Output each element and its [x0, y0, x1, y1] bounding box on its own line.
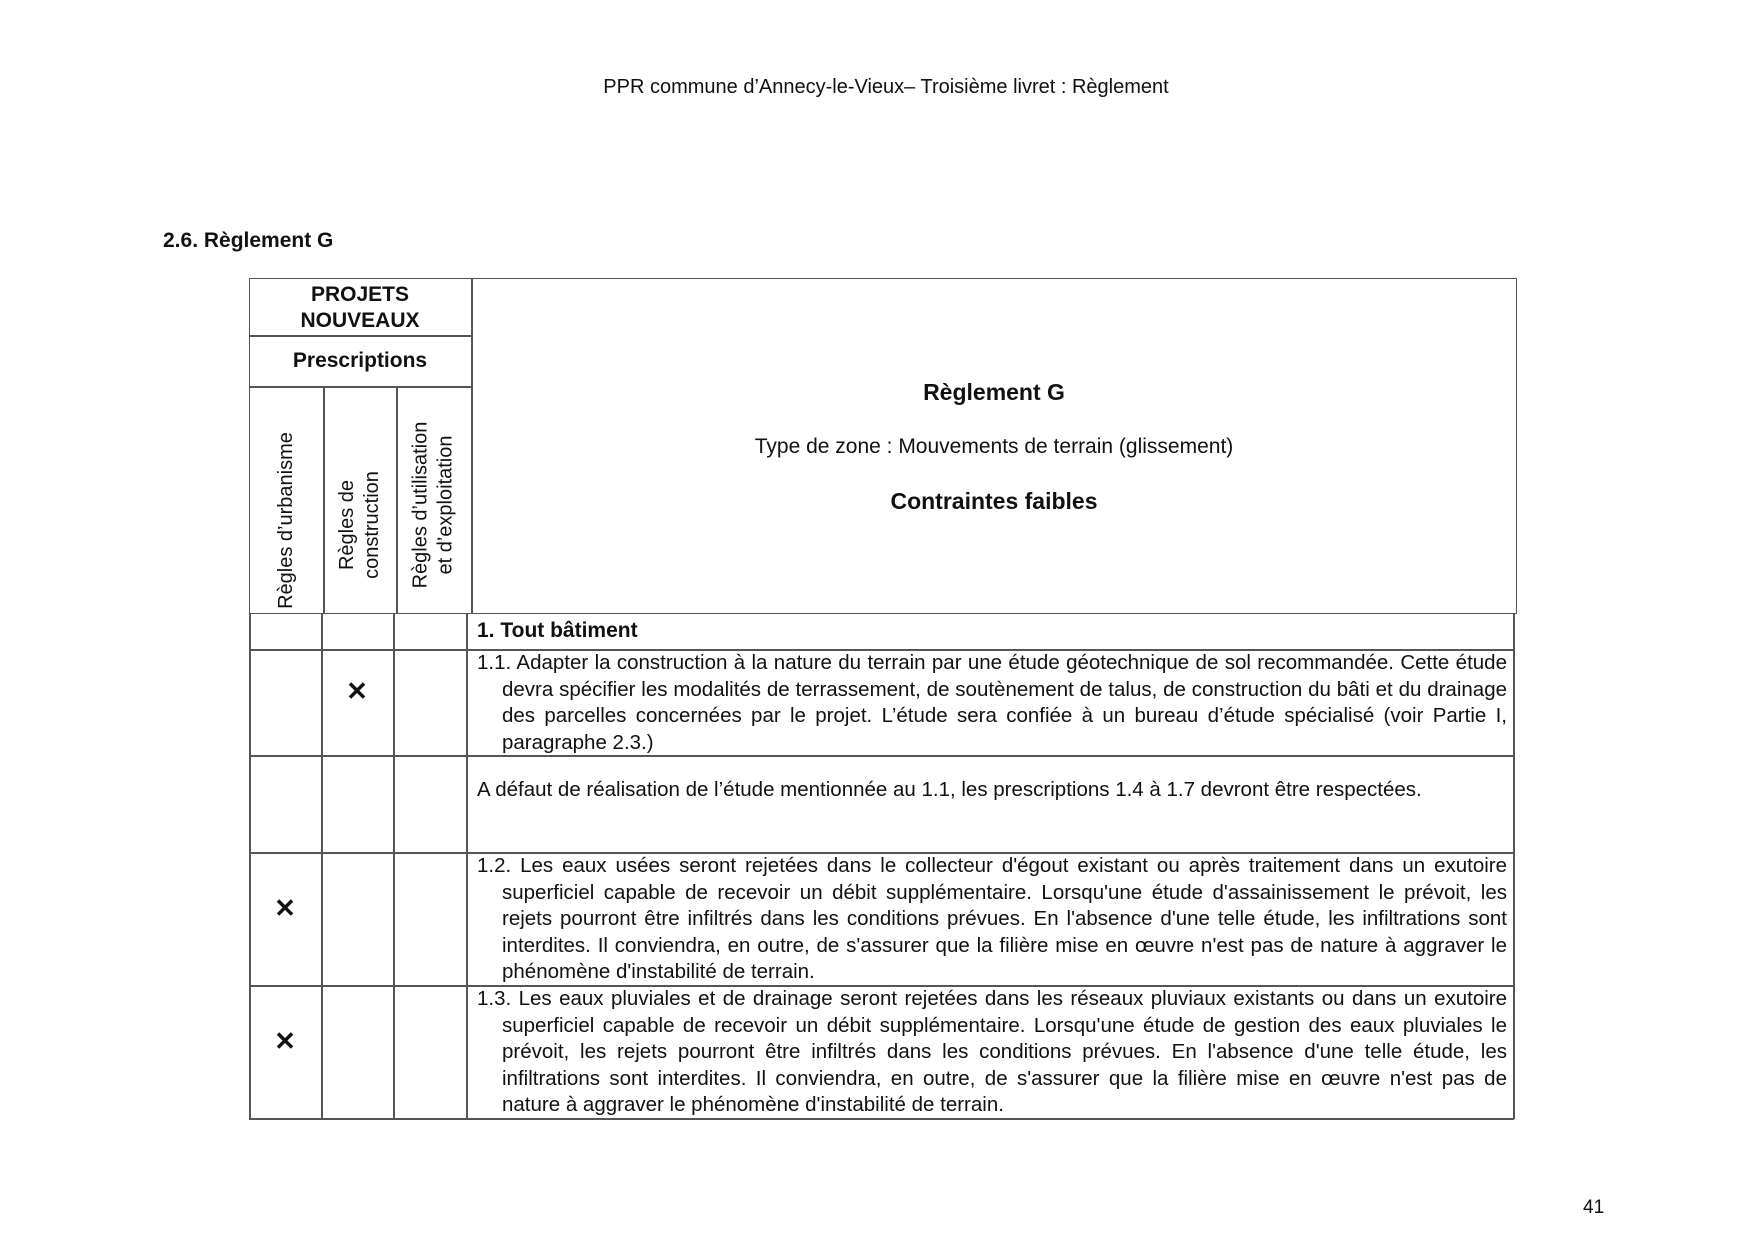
row-text: 1. Tout bâtiment: [477, 619, 638, 642]
row-text: A défaut de réalisation de l’étude mentionnée au 1.1, les prescriptions 1.4 à 1.7 devront être respectées.: [477, 778, 1422, 801]
zone-type: Type de zone : Mouvements de terrain (glissement): [754, 435, 1234, 458]
check-mark-icon: ✕: [274, 1026, 296, 1056]
check-mark-icon: ✕: [346, 676, 368, 706]
column-header-text: et d’exploitation: [434, 435, 457, 575]
divider: [393, 614, 395, 1119]
row-text: 1.3. Les eaux pluviales et de drainage seront rejetées dans les réseaux pluviaux existants ou dans un exutoire superficiel capable de recevoir un débit supplémentaire. Lorsqu'une étude de gestion des eaux pluviales le prévoit, les rejets pourront être infiltrés dans les conditions prévues. En l'absence d'une telle étude, les infiltrations sont interdites. Il conviendra, en outre, de s'assurer que la filière mise en œuvre n'est pas de nature à aggraver le phénomène d'instabilité de terrain.: [477, 987, 1507, 1117]
column-header-construction: [323, 386, 396, 614]
divider: [249, 335, 471, 337]
row-text: 1.2. Les eaux usées seront rejetées dans le collecteur d'égout existant ou après traitement dans un exutoire superficiel capable de recevoir un débit supplémentaire. Lorsqu'une étude d'assainissement le prévoit, les rejets pourront être infiltrés dans les conditions prévues. En l'absence d'une telle étude, les infiltrations sont interdites. Il conviendra, en outre, de s'assurer que la filière mise en œuvre n'est pas de nature à aggraver le phénomène d'instabilité de terrain.: [477, 854, 1507, 984]
constraint-level: Contraintes faibles: [890, 488, 1098, 514]
column-header-text: Règles de: [335, 479, 358, 571]
table-row: [477, 986, 1507, 1119]
table-row: [477, 853, 1507, 986]
column-header-text: Règles d’utilisation: [409, 421, 432, 589]
table-row-section-title: [477, 618, 1507, 645]
column-header-text: Règles d’urbanisme: [274, 431, 297, 609]
check-mark-icon: ✕: [274, 893, 296, 923]
row-text: 1.1. Adapter la construction à la nature du terrain par une étude géotechnique de sol recommandée. Cette étude devra spécifier les modalités de terrassement, de soutènement de talus, de construction du bâti et du drainage des parcelles concernées par le projet. L’étude sera confiée à un bureau d’étude spécialisé (voir Partie I, paragraphe 2.3.): [477, 651, 1507, 754]
divider: [1513, 614, 1515, 1119]
table-row: [477, 777, 1507, 804]
running-header: PPR commune d’Annecy-le-Vieux– Troisième livret : Règlement: [603, 76, 1169, 98]
page-number: 41: [1583, 1197, 1605, 1218]
column-header-urbanisme: [249, 386, 323, 614]
projets-nouveaux-label: PROJETS NOUVEAUX: [300, 283, 420, 332]
column-header-text: construction: [360, 471, 383, 579]
divider: [466, 614, 468, 1119]
regulation-title: Règlement G: [923, 379, 1065, 405]
section-heading: 2.6. Règlement G: [163, 229, 334, 252]
prescriptions-label: Prescriptions: [292, 349, 428, 372]
column-header-utilisation: [396, 386, 471, 614]
table-row: [477, 650, 1507, 756]
